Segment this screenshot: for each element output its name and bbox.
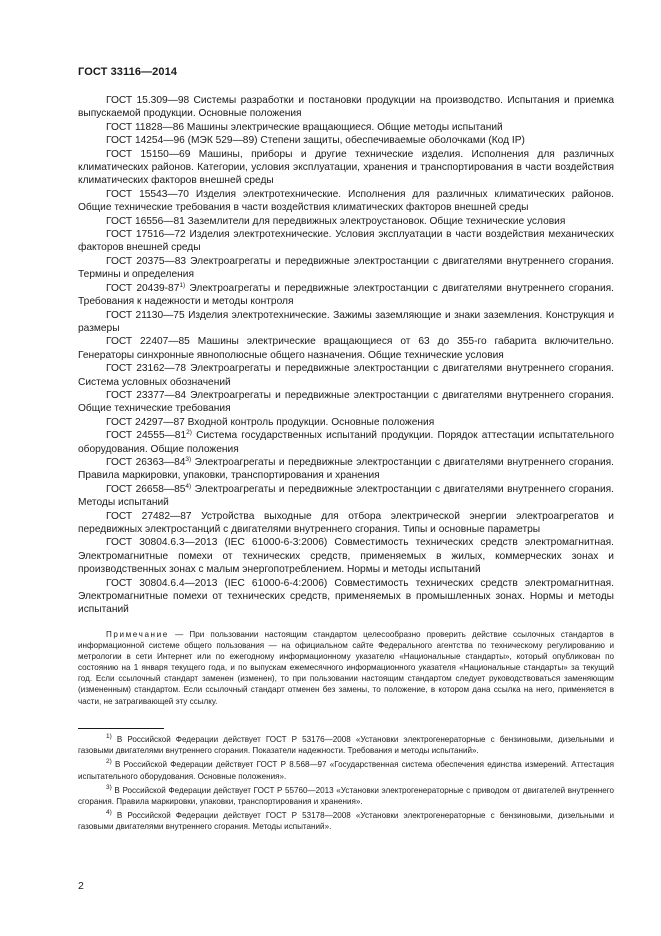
reference-code: ГОСТ 16556—81 (106, 215, 185, 227)
reference-item (78, 134, 614, 147)
page-header: ГОСТ 33116—2014 (78, 66, 178, 78)
footnote-mark: 2) (106, 758, 112, 766)
footnote-mark: 1) (179, 281, 186, 289)
reference-item (78, 121, 614, 134)
reference-code: ГОСТ 15150—69 (106, 148, 191, 160)
reference-item (78, 577, 614, 617)
normative-references (78, 94, 614, 617)
reference-item (78, 416, 614, 429)
reference-title: Системы разработки и постановки продукции на производство. Испытания и приемка выпускаемой продукции. Основные положения (78, 95, 614, 120)
reference-code: ГОСТ 22407—85 (106, 336, 190, 348)
footnote-text: В Российской Федерации действует ГОСТ Р 8.568—97 «Государственная система обеспечения единства измерений. Аттестация испытательного оборудования. Основные положения». (78, 760, 614, 781)
footnote-text: В Российской Федерации действует ГОСТ Р 53178—2008 «Установки электрогенераторные с бензиновыми, дизельными и газовыми двигателями внутреннего сгорания. Методы испытаний». (78, 811, 614, 832)
reference-title: Машины электрические вращающиеся от 63 до 355-го габарита включительно. Генераторы синхронные явнополюсные общего назначения. Общие технические условия (78, 336, 614, 361)
reference-item (78, 429, 614, 456)
reference-code: ГОСТ 17516—72 (106, 229, 186, 241)
reference-code: ГОСТ 20375—83 (106, 255, 187, 267)
reference-title: Изделия электротехнические. Исполнения для различных климатических районов. Общие технические требования в части воздействия климатических факторов внешней среды (78, 188, 614, 214)
reference-item (78, 309, 614, 336)
reference-item (78, 215, 614, 228)
reference-item (78, 389, 614, 416)
reference-item (78, 282, 614, 309)
reference-code: ГОСТ 30804.6.4—2013 (106, 577, 218, 589)
reference-title: Система государственных испытаний продукции. Порядок аттестации испытательного оборудования. Общие положения (78, 430, 615, 455)
reference-title: Устройства выходные для отбора электрической энергии электроагрегатов и передвижных электростанций с двигателями внутреннего сгорания. Типы и основные параметры (78, 510, 614, 535)
reference-title: (IEC 61000-6-4:2006) Совместимость технических средств электромагнитная. Электромагнитные помехи от технических средств, применяемых в промышленных зонах. Нормы и методы испытаний (78, 577, 614, 616)
reference-code: ГОСТ 30804.6.3—2013 (106, 537, 218, 549)
footnote-divider (78, 728, 164, 729)
footnote-item (78, 759, 614, 781)
note-label: Примечание (106, 630, 169, 639)
reference-title: Электроагрегаты и передвижные электростанции с двигателями внутреннего сгорания. Система условных обозначений (78, 363, 614, 388)
reference-title: Входной контроль продукции. Основные положения (184, 416, 435, 428)
reference-title: Изделия электротехнические. Зажимы заземляющие и знаки заземления. Конструкция и размеры (78, 309, 615, 334)
reference-code: ГОСТ 20439-87 (106, 282, 180, 294)
reference-title: Электроагрегаты и передвижные электростанции с двигателями внутреннего сгорания. Общие технические требования (78, 389, 614, 415)
reference-code: ГОСТ 24555—81 (106, 430, 187, 442)
reference-code: ГОСТ 21130—75 (106, 309, 185, 321)
reference-code: ГОСТ 23162—78 (106, 363, 187, 375)
reference-item (78, 362, 614, 389)
reference-item (78, 456, 614, 483)
reference-item (78, 94, 614, 121)
reference-item (78, 188, 614, 215)
reference-title: Заземлители для передвижных электроустановок. Общие технические условия (184, 215, 566, 227)
page-number: 2 (78, 880, 84, 892)
reference-title: Электроагрегаты и передвижные электростанции с двигателями внутреннего сгорания. Методы испытаний (78, 483, 614, 509)
reference-title: Машины электрические вращающиеся. Общие методы испытаний (184, 121, 503, 133)
reference-title: Электроагрегаты и передвижные электростанции с двигателями внутреннего сгорания. Термины и определения (78, 255, 614, 281)
reference-code: ГОСТ 11828—86 (106, 121, 185, 133)
footnote-item (78, 734, 614, 756)
reference-title: (МЭК 529—89) Степени защиты, обеспечиваемые оболочками (Код IP) (184, 135, 525, 147)
reference-item (78, 536, 614, 576)
reference-code: ГОСТ 23377—84 (106, 389, 187, 401)
reference-code: ГОСТ 15.309—98 (106, 95, 190, 106)
reference-title: Электроагрегаты и передвижные электростанции с двигателями внутреннего сгорания. Требования к надежности и методы контроля (78, 282, 615, 308)
footnote-mark: 2) (186, 429, 192, 437)
footnote-mark: 3) (106, 783, 112, 791)
footnote-mark: 4) (106, 809, 112, 817)
reference-title: (IEC 61000-6-3:2006) Совместимость технических средств электромагнитная. Электромагнитные помехи от технических средств, применяемых в жилых, коммерческих зонах и производственных зонах с малым энергопотреблением. Нормы и методы испытаний (78, 537, 614, 576)
footnote-item (78, 810, 614, 832)
reference-item (78, 483, 614, 510)
reference-code: ГОСТ 26363—84 (106, 456, 186, 468)
footnote-mark: 3) (185, 455, 192, 463)
footnote-mark: 4) (185, 482, 192, 490)
reference-item (78, 255, 614, 282)
footnote-text: В Российской Федерации действует ГОСТ Р 55760—2013 «Установки электрогенераторные с приводом от двигателей внутреннего сгорания. Правила маркировки, упаковки, транспортирования и хранения». (78, 785, 614, 807)
note-text (78, 629, 614, 707)
reference-item (78, 228, 614, 255)
reference-item (78, 148, 614, 188)
note-block (78, 629, 614, 707)
reference-code: ГОСТ 27482—87 (106, 510, 192, 522)
reference-code: ГОСТ 26658—85 (106, 483, 186, 495)
footnote-item (78, 785, 614, 807)
reference-item (78, 335, 614, 362)
footnotes (78, 734, 614, 836)
reference-code: ГОСТ 24297—87 (106, 416, 185, 428)
reference-title: Электроагрегаты и передвижные электростанции с двигателями внутреннего сгорания. Правила маркировки, упаковки, транспортирования и хранения (78, 456, 614, 482)
note-body: — При пользовании настоящим стандартом целесообразно проверить действие ссылочных стандартов в информационной системе общего пользования — на официальном сайте Федерального агентства по техническому регулированию и метрологии в сети Интернет или по ежегодному информационному указателю «Национальные стандарты», который опубликован по состоянию на 1 января текущего года, и по выпускам ежемесячного информационного указателя «Национальные стандарты» за текущий год. Если ссылочный стандарт заменен (изменен), то при пользовании настоящим стандартом следует руководствоваться заменяющим (измененным) стандартом. Если ссылочный стандарт отменен без замены, то положение, в котором дана ссылка на него, применяется в части, не затрагивающей эту ссылку. (78, 630, 614, 706)
reference-title: Машины, приборы и другие технические изделия. Исполнения для различных климатических районов. Категории, условия эксплуатации, хранения и транспортирования в части воздействия климатических факторов внешней среды (78, 148, 614, 187)
reference-title: Изделия электротехнические. Условия эксплуатации в части воздействия механических факторов внешней среды (78, 229, 614, 254)
reference-code: ГОСТ 15543—70 (106, 188, 189, 200)
footnote-mark: 1) (106, 733, 112, 740)
reference-item (78, 510, 614, 537)
footnote-text: В Российской Федерации действует ГОСТ Р 53176—2008 «Установки электрогенераторные с бензиновыми, дизельными и газовыми двигателями внутреннего сгорания. Показатели надежности. Требования и методы испытаний». (78, 735, 614, 756)
reference-code: ГОСТ 14254—96 (106, 135, 185, 147)
